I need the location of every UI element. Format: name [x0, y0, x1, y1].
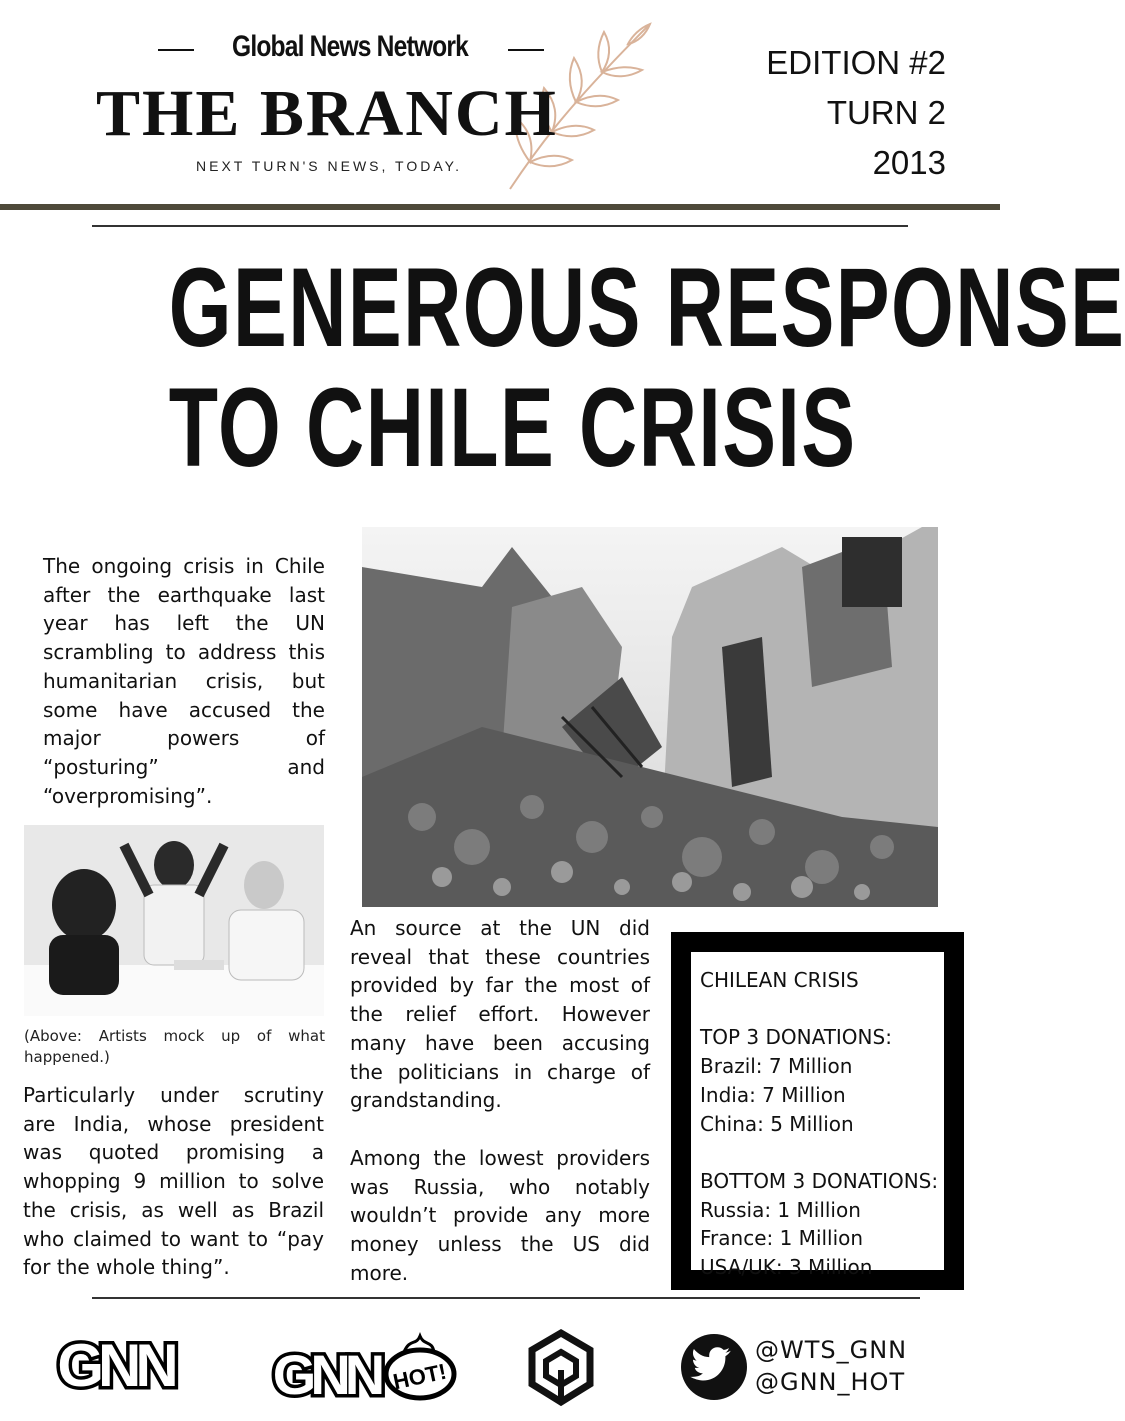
earthquake-rubble-photo: [362, 527, 938, 907]
edition-block: [766, 38, 946, 188]
headline-line-2: TO CHILE CRISIS: [168, 365, 857, 490]
bottom-donation-item: USA/UK: 3 Million: [700, 1255, 873, 1279]
gnn-logo: [40, 1334, 190, 1398]
bottom-donation-item: Russia: 1 Million: [700, 1197, 861, 1222]
headline: [40, 245, 1125, 490]
headline-line-1: GENEROUS RESPONSE: [168, 245, 1125, 370]
donations-title: CHILEAN CRISIS: [700, 968, 859, 992]
donations-box: [671, 932, 964, 1290]
article-lowest-providers: Among the lowest providers was Russia, who notably wouldn’t provide any more money unless the US did more.: [350, 1146, 650, 1285]
gnn-hot-logo-text: GNN: [272, 1343, 380, 1406]
twitter-bird-icon[interactable]: [680, 1333, 748, 1401]
gnn-logo-text: GNN: [57, 1332, 173, 1399]
gnn-hot-logo: [264, 1334, 460, 1406]
masthead-rule: [0, 204, 1000, 210]
twitter-handle-wts-gnn[interactable]: @WTS_GNN: [755, 1336, 908, 1364]
footer-rule: [92, 1297, 920, 1299]
top-donations-heading: TOP 3 DONATIONS:: [700, 1025, 892, 1050]
social-handles: [755, 1334, 907, 1398]
hot-badge: HOT!: [390, 1358, 449, 1395]
bottom-donation-item: France: 1 Million: [700, 1226, 864, 1251]
bottom-donations-heading: BOTTOM 3 DONATIONS:: [700, 1168, 939, 1193]
edition-number: EDITION #2: [766, 44, 946, 81]
edition-year: 2013: [872, 144, 946, 181]
top-donation-item: Brazil: 7 Million: [700, 1054, 853, 1079]
donations-list: [700, 966, 944, 1282]
network-name: Global News Network: [232, 30, 468, 63]
twitter-handle-gnn-hot[interactable]: @GNN_HOT: [755, 1368, 906, 1396]
article-un-source: An source at the UN did reveal that these countries provided by far the most of the relief effort. However many have been accusing the politicians in charge of grandstanding.: [350, 916, 650, 1113]
article-intro: The ongoing crisis in Chile after the earthquake last year has left the UN scrambling to address this humanitarian crisis, but some have accused the major powers of “posturing” and “overpromising”.: [43, 554, 325, 808]
top-donation-item: China: 5 Million: [700, 1111, 854, 1136]
shield-logo-icon: [528, 1330, 594, 1406]
photo-caption: (Above: Artists mock up of what happened.): [24, 1027, 325, 1066]
top-donation-item: India: 7 Million: [700, 1082, 846, 1107]
meeting-mockup-photo: [24, 825, 324, 1016]
headline-rule: [92, 225, 908, 227]
turn-number: TURN 2: [826, 94, 946, 131]
tagline: NEXT TURN'S NEWS, TODAY.: [196, 158, 463, 174]
article-scrutiny: Particularly under scrutiny are India, whose president was quoted promising a whopping 9 million to solve the crisis, as well as Brazil who claimed to want to “pay for the whole thing”.: [23, 1083, 324, 1280]
newspaper-title: THE BRANCH: [96, 77, 558, 150]
